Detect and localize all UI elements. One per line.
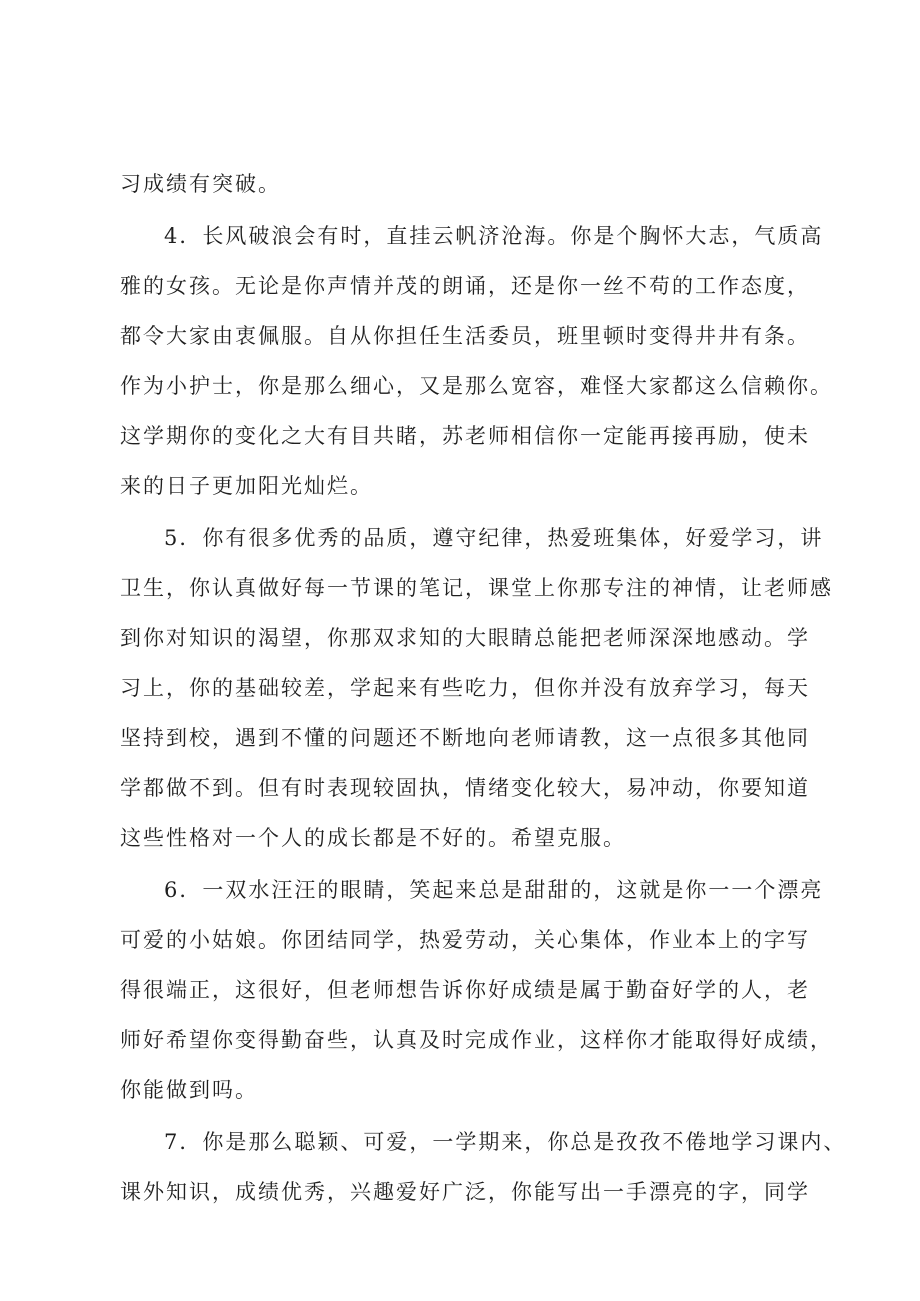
text-line: 习上，你的基础较差，学起来有些吃力，但你并没有放弃学习，每天 (120, 676, 810, 700)
text-line: 5．你有很多优秀的品质，遵守纪律，热爱班集体，好爱学习，讲 (164, 526, 824, 550)
text-line: 作为小护士，你是那么细心，又是那么宽容，难怪大家都这么信赖你。 (120, 374, 833, 398)
text-line: 雅的女孩。无论是你声情并茂的朗诵，还是你一丝不苟的工作态度， (120, 274, 810, 298)
text-line: 你能做到吗。 (120, 1078, 258, 1102)
text-line: 得很端正，这很好，但老师想告诉你好成绩是属于勤奋好学的人，老 (120, 978, 810, 1002)
text-line: 到你对知识的渴望，你那双求知的大眼睛总能把老师深深地感动。学 (120, 626, 810, 650)
text-line: 这学期你的变化之大有目共睹，苏老师相信你一定能再接再励，使未 (120, 424, 810, 448)
text-line: 师好希望你变得勤奋些，认真及时完成作业，这样你才能取得好成绩， (120, 1028, 833, 1052)
text-line: 来的日子更加阳光灿烂。 (120, 474, 373, 498)
text-line: 可爱的小姑娘。你团结同学，热爱劳动，关心集体，作业本上的字写 (120, 928, 810, 952)
text-line: 学都做不到。但有时表现较固执，情绪变化较大，易冲动，你要知道 (120, 776, 810, 800)
text-line: 课外知识，成绩优秀，兴趣爱好广泛，你能写出一手漂亮的字，同学 (120, 1180, 810, 1204)
text-line: 习成绩有突破。 (120, 172, 281, 196)
text-line: 都令大家由衷佩服。自从你担任生活委员，班里顿时变得井井有条。 (120, 324, 810, 348)
text-line: 这些性格对一个人的成长都是不好的。希望克服。 (120, 826, 626, 850)
text-line: 4．长风破浪会有时，直挂云帆济沧海。你是个胸怀大志，气质高 (164, 224, 824, 248)
text-line: 卫生，你认真做好每一节课的笔记，课堂上你那专注的神情，让老师感 (120, 576, 833, 600)
text-line: 6．一双水汪汪的眼睛，笑起来总是甜甜的，这就是你一一个漂亮 (164, 878, 824, 902)
text-line: 7．你是那么聪颖、可爱，一学期来，你总是孜孜不倦地学习课内、 (164, 1130, 847, 1154)
text-line: 坚持到校，遇到不懂的问题还不断地向老师请教，这一点很多其他同 (120, 726, 810, 750)
